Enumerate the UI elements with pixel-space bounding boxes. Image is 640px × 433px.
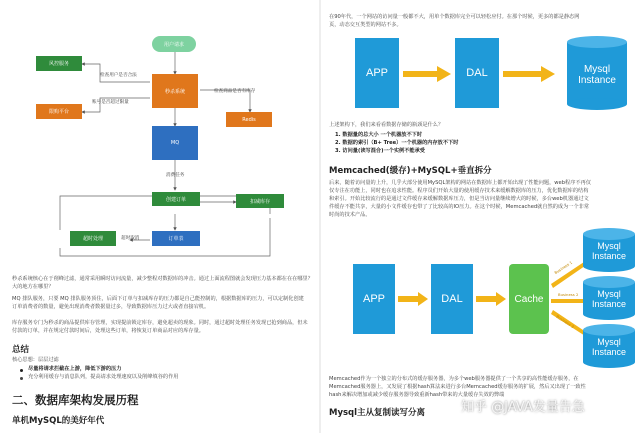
deduct-stock-node: 扣减库存 <box>236 194 284 208</box>
dal-block: DAL <box>431 264 473 334</box>
subsection-heading: 单机MySQL的美好年代 <box>12 416 105 426</box>
instance-label: Instance <box>591 298 627 309</box>
watermark-text: 知乎 @JAVA发量告急 <box>461 400 585 415</box>
check-user-label: 检查用户是否合法 <box>100 73 137 78</box>
risk-control-node: 风控服务 <box>36 56 82 71</box>
mq-paragraph: MQ 排队服务，只要 MQ 排队服务顶住，后面下订单与扣减库存的压力都是自己能控制的，根据数据库的压力，可以定制化创建订单消费者的数量，避免出现消费者数据量过多，导致数据库压力过大或者直接宕机。 <box>12 296 304 310</box>
memcached-paragraph: 仅专注在功能上，同时也在追求性能。程序员们开始大量的使用缓存技术来缓解数据库的压力，优化数据库的结构 <box>329 188 589 194</box>
paragraph-line: 大的地方在哪里？ <box>12 284 54 290</box>
redis-node: Redis <box>226 112 272 127</box>
mysql-instance-cylinder <box>583 324 635 368</box>
right-page <box>321 0 640 433</box>
memcached-paragraph: 件缓存不能共享，大量的小文件缓存也带了了比较高的IO压力。在这个时候，Memcached就自然的成为一个非常 <box>329 204 590 210</box>
single-mysql-diagram <box>321 34 640 114</box>
mysql-label: Mysql <box>583 64 611 76</box>
after-paragraph: Memcached作为一个独立的分布式的缓存服务器，为多个web服务器提供了一个共享的高性能缓存服务，在 <box>329 376 579 382</box>
mysql-instance-cylinder <box>583 276 635 320</box>
create-order-node: 创建订单 <box>152 192 200 206</box>
seckill-node: 秒杀系统 <box>152 74 198 108</box>
check-limit-label: 账号是否超过限量 <box>92 100 129 105</box>
app-block: APP <box>353 264 395 334</box>
dal-block: DAL <box>455 38 499 108</box>
memcached-paragraph: 时尚的技术产品。 <box>329 212 371 218</box>
buy-limit-node: 限购平台 <box>36 104 82 119</box>
bottleneck-item: 1. 数据量的总大小 一个机器放不下时 <box>335 132 423 138</box>
instance-label: Instance <box>591 346 627 357</box>
mysql-label: Mysql <box>597 337 621 348</box>
business-2-label: Business 2 <box>558 292 579 297</box>
order-table-node: 订单表 <box>152 231 200 246</box>
intro-line: 页，动态交互类型的网站不多。 <box>329 22 402 28</box>
bottleneck-item: 3. 访问量(读写混合)一个实例不能承受 <box>335 148 425 154</box>
mysql-instance-cylinder <box>567 36 627 110</box>
consume-label: 消费任务 <box>166 173 185 178</box>
memcached-diagram <box>321 226 640 368</box>
bullet-dot <box>20 377 23 380</box>
intro-line: 在90年代，一个网站的访问量一般都不大，用单个数据库完全可以轻松应付。在那个时候，更多的都是静态网 <box>329 14 580 20</box>
check-stock-label: 检查商品是否有库存 <box>214 89 256 94</box>
mq-node: MQ <box>152 126 198 160</box>
bottleneck-question: 上述架构下，我们来看看数据存储的瓶颈是什么？ <box>329 122 444 128</box>
section-heading: 二、数据库架构发展历程 <box>12 393 139 407</box>
arrow-icon <box>503 66 555 82</box>
instance-label: Instance <box>578 75 616 87</box>
app-block: APP <box>355 38 399 108</box>
stock-paragraph: 库存服务专门为秒杀的商品提供库存管理，实现提前锁定库存，避免超卖的现象。同时，通过超时处理任务发现已抢到商品，但未付款的订单，并在规定付款时间后，处理这些订单，将恢复订单商品对应的库存量。 <box>12 320 308 334</box>
mysql-label: Mysql <box>597 289 621 300</box>
core-idea-label: 核心思想：层层过滤 <box>12 357 59 363</box>
summary-heading: 总结 <box>12 345 30 355</box>
cache-block: Cache <box>509 264 549 334</box>
memcached-paragraph: 和索引。开始比较流行的是通过文件缓存来缓解数据库压力，但是当访问量继续增大的时候，多台web机器通过文 <box>329 196 589 202</box>
arrow-icon <box>476 292 506 306</box>
mysql-label: Mysql <box>597 241 621 252</box>
bottleneck-item: 2. 数据的索引（B+ Tree）一个机器的内存放不下时 <box>335 140 459 146</box>
bullet-dot <box>20 369 23 372</box>
after-paragraph: Memcached服务器上，又发展了根据hash算法来进行多台Memcached缓存服务的扩展，然后又出现了一致性 <box>329 384 586 390</box>
arrow-icon <box>403 66 451 82</box>
instance-label: Instance <box>591 250 627 261</box>
arrow-icon <box>398 292 428 306</box>
memcached-heading: Memcached(缓存)+MySQL+垂直拆分 <box>329 166 492 176</box>
user-request-node: 用户请求 <box>152 36 196 52</box>
timeout-cancel-label: 超时取消 <box>121 236 140 241</box>
business-1-label: Business 1 <box>553 259 574 276</box>
bullet-item: 充分利用缓存与消息队列，提高请求处理速度以及削峰填谷的作用 <box>28 374 179 380</box>
replication-heading: Mysql主从复制读写分离 <box>329 408 426 418</box>
mysql-instance-cylinder <box>583 228 635 272</box>
timeout-node: 超时处理 <box>70 231 116 246</box>
memcached-paragraph: 后来，随着访问量的上升，几乎大部分使用MySQL架构的网站在数据库上都开始出现了性能问题，web程序不再仅 <box>329 180 591 186</box>
bullet-item: 尽量将请求拦截在上游，降低下游的压力 <box>28 366 122 372</box>
after-paragraph: hash来解决增加或减少缓存服务器导致重新hash带来的大量缓存失效的弊端 <box>329 392 505 398</box>
business-3-label: Business 3 <box>555 313 576 330</box>
paragraph-line: 秒杀系统核心在于削峰过滤，通常采用瞬时访问流量，减少整程对数据库的冲击。通过上面流程图就会发现压力基本都在在在哪里？ <box>12 276 313 282</box>
